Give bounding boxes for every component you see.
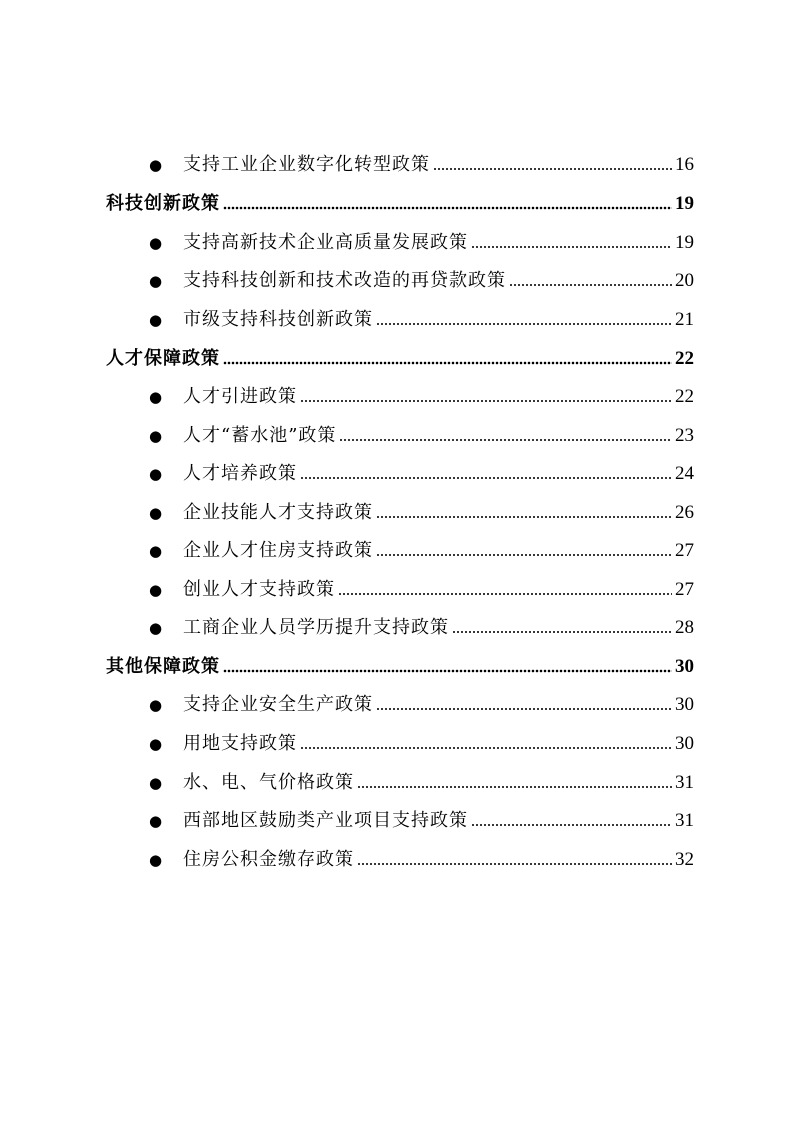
dot-leader [376,707,672,711]
toc-entry-title: 支持企业安全生产政策 [183,694,373,715]
toc-section-title: 科技创新政策 [106,193,220,214]
toc-section-title: 其他保障政策 [106,656,220,677]
toc-section-page: 22 [675,348,694,369]
toc-entry-page: 31 [675,772,694,793]
bullet-icon: ● [149,427,163,445]
toc-entry-title: 人才“蓄水池”政策 [183,425,337,446]
toc-entry-page: 22 [675,386,694,407]
bullet-icon: ● [149,311,163,329]
toc-entry-page: 32 [675,849,694,870]
dot-leader [376,553,672,557]
toc-entry-title: 支持工业企业数字化转型政策 [183,154,430,175]
bullet-icon: ● [149,542,163,560]
toc-entry-title: 创业人才支持政策 [183,579,335,600]
bullet-icon: ● [149,272,163,290]
toc-entry-page: 19 [675,232,694,253]
dot-leader [339,438,672,442]
dot-leader [357,862,672,866]
toc-entry[interactable] [149,536,694,562]
toc-section-page: 19 [675,193,694,214]
dot-leader [376,322,672,326]
toc-entry-title: 住房公积金缴存政策 [183,849,354,870]
toc-section-page: 30 [675,656,694,677]
dot-leader [471,823,672,827]
toc-entry-page: 28 [675,617,694,638]
dot-leader [223,361,672,365]
toc-section-heading[interactable] [106,189,694,215]
toc-entry-page: 30 [675,733,694,754]
toc-entry-page: 30 [675,694,694,715]
toc-section-heading[interactable] [106,652,694,678]
toc-entry-title: 企业人才住房支持政策 [183,540,373,561]
toc-entry[interactable] [149,690,694,716]
toc-entry[interactable] [149,575,694,601]
toc-entry-title: 企业技能人才支持政策 [183,502,373,523]
dot-leader [452,630,672,634]
toc-entry[interactable] [149,806,694,832]
bullet-icon: ● [149,851,163,869]
dot-leader [300,399,672,403]
dot-leader [433,167,672,171]
toc-entry[interactable] [149,266,694,292]
dot-leader [223,669,672,673]
dot-leader [471,245,672,249]
toc-entry-page: 27 [675,540,694,561]
dot-leader [509,283,672,287]
toc-entry-page: 16 [675,154,694,175]
bullet-icon: ● [149,619,163,637]
bullet-icon: ● [149,465,163,483]
toc-entry-title: 市级支持科技创新政策 [183,309,373,330]
bullet-icon: ● [149,735,163,753]
bullet-icon: ● [149,504,163,522]
toc-entry[interactable] [149,729,694,755]
toc-entry-page: 20 [675,270,694,291]
toc-entry-title: 人才引进政策 [183,386,297,407]
toc-entry-page: 21 [675,309,694,330]
toc-entry-page: 23 [675,425,694,446]
toc-entry[interactable] [149,459,694,485]
dot-leader [223,206,672,210]
toc-entry[interactable] [149,613,694,639]
toc-entry-page: 31 [675,810,694,831]
toc-entry-title: 用地支持政策 [183,733,297,754]
toc-entry[interactable] [149,228,694,254]
toc-entry[interactable] [149,845,694,871]
bullet-icon: ● [149,156,163,174]
toc-section-heading[interactable] [106,344,694,370]
toc-entry-page: 24 [675,463,694,484]
toc-entry-title: 人才培养政策 [183,463,297,484]
dot-leader [338,592,672,596]
toc-entry[interactable] [149,768,694,794]
bullet-icon: ● [149,581,163,599]
bullet-icon: ● [149,812,163,830]
toc-entry-title: 工商企业人员学历提升支持政策 [183,617,449,638]
toc-entry-title: 西部地区鼓励类产业项目支持政策 [183,810,468,831]
toc-entry[interactable] [149,382,694,408]
toc-section-title: 人才保障政策 [106,348,220,369]
toc-entry-title: 水、电、气价格政策 [183,772,354,793]
dot-leader [300,476,672,480]
toc-entry[interactable] [149,421,694,447]
dot-leader [357,785,672,789]
toc-entry[interactable] [149,150,694,176]
bullet-icon: ● [149,388,163,406]
toc-entry-page: 26 [675,502,694,523]
toc-entry-title: 支持科技创新和技术改造的再贷款政策 [183,270,506,291]
dot-leader [376,515,672,519]
bullet-icon: ● [149,696,163,714]
dot-leader [300,746,672,750]
toc-entry[interactable] [149,305,694,331]
bullet-icon: ● [149,774,163,792]
toc-entry-page: 27 [675,579,694,600]
toc-entry[interactable] [149,498,694,524]
bullet-icon: ● [149,234,163,252]
toc-entry-title: 支持高新技术企业高质量发展政策 [183,232,468,253]
